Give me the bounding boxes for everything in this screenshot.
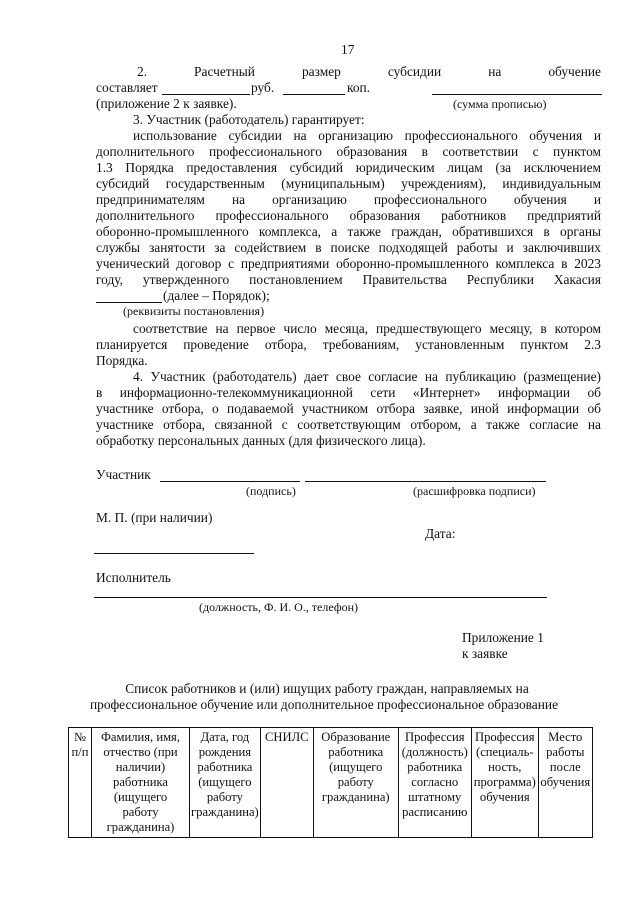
item4-last: обработку персональных данных (для физического лица). [96, 433, 426, 448]
item2-number: 2. [137, 64, 148, 79]
signature-decode-line [305, 481, 546, 482]
item2-word: обучение [548, 64, 601, 79]
decree-requisites-caption: (реквизиты постановления) [123, 304, 265, 318]
item2-composes-label: составляет [96, 80, 158, 95]
list-title-line2: профессиональное обучение или дополнительное профессиональное образование [89, 697, 559, 712]
signature-decode-caption: (расшифровка подписи) [413, 484, 536, 498]
col-number: № п/п [69, 728, 92, 838]
item3-para2-line: планируется проведение отбора, требованиям, установленным пунктом 2.3 [96, 337, 601, 352]
item3-para2-last: Порядка. [96, 353, 148, 368]
signature-caption: (подпись) [246, 484, 296, 498]
item4-line: в информационно-телекоммуникационной сети «Интернет» информации об [96, 385, 601, 400]
item4-line: 4. Участник (работодатель) дает свое согласие на публикацию (размещение) [133, 369, 601, 384]
item3-para1-line: службы занятости за содействием в поиске подходящей работы и заключивших [96, 240, 601, 255]
executor-caption: (должность, Ф. И. О., телефон) [199, 600, 359, 614]
item2-word: Расчетный [194, 64, 255, 79]
amount-words-caption: (сумма прописью) [453, 97, 547, 111]
item2-word: на [488, 64, 502, 79]
item3-para1-line: субсидий государственным (муниципальным) учреждениям), индивидуальным [96, 176, 601, 191]
stamp-label: М. П. (при наличии) [96, 510, 213, 525]
col-snils: СНИЛС [260, 728, 313, 838]
col-current-profession: Профессия (должность) работника согласно штатному расписанию [398, 728, 471, 838]
item3-para1-line: году, утвержденного постановлением Правительства Республики Хакасия [96, 272, 601, 287]
item3-para1-line: использование субсидии на организацию профессионального обучения и [133, 128, 601, 143]
kop-label: коп. [347, 80, 371, 95]
amount-words-blank-line [432, 94, 602, 95]
rub-label: руб. [251, 80, 275, 95]
rub-blank-line [162, 94, 250, 95]
date-label: Дата: [425, 526, 456, 541]
date-blank-line [94, 553, 254, 554]
item3-para1-line: дополнительного профессионального образования в соответствии с пунктом [96, 144, 601, 159]
item2-word: субсидии [387, 64, 442, 79]
item3-para1-last: (далее – Порядок); [163, 288, 270, 303]
appendix2-note: (приложение 2 к заявке). [96, 96, 237, 111]
participant-label: Участник [96, 467, 151, 482]
item3-para1-line: дополнительного профессионального образования работников предприятий [96, 208, 601, 223]
item3-para1-line: ученический договор с предприятиями оборонно-промышленного комплекса в 2023 [96, 256, 601, 271]
page-number: 17 [341, 42, 355, 57]
table-header-row [69, 728, 593, 838]
item3-para1-line: 1.3 Порядка предоставления субсидий юридическим лицам (за исключением [96, 160, 601, 175]
kop-blank-line [283, 94, 345, 95]
item3-para1-line: предпринимателям на организацию профессионального обучения и [96, 192, 601, 207]
item3-para2-line: соответствие на первое число месяца, предшествующего месяцу, в котором [133, 321, 601, 336]
item2-line1 [137, 64, 601, 80]
executor-blank-line [94, 597, 547, 598]
workers-table [68, 727, 593, 838]
decree-requisites-blank-line [96, 302, 162, 303]
signature-line [160, 481, 300, 482]
col-full-name: Фамилия, имя, отчество (при наличии) работника (ищущего работу гражданина) [92, 728, 190, 838]
appendix-title: Приложение 1 [462, 630, 544, 645]
col-education: Образование работника (ищущего работу гражданина) [313, 728, 398, 838]
list-title-line1: Список работников и (или) ищущих работу граждан, направляемых на [125, 681, 529, 696]
item3-para1-line: оборонно-промышленного комплекса, а также граждан, обратившихся в органы [96, 224, 601, 239]
appendix-subtitle: к заявке [462, 646, 508, 661]
col-birth-date: Дата, год рождения работника (ищущего работу гражданина) [190, 728, 261, 838]
item2-word: размер [301, 64, 341, 79]
col-training-profession: Профессия (специаль- ность, программа) обучения [471, 728, 538, 838]
item3-title: 3. Участник (работодатель) гарантирует: [133, 112, 365, 127]
col-workplace-after: Место работы после обучения [538, 728, 592, 838]
item4-line: участнике отбора, о подаваемой участником отбора заявке, иной информации об [96, 401, 601, 416]
executor-label: Исполнитель [96, 570, 171, 585]
item4-line: участнике отбора, связанной с соответствующим отбором, а также согласие на [96, 417, 601, 432]
